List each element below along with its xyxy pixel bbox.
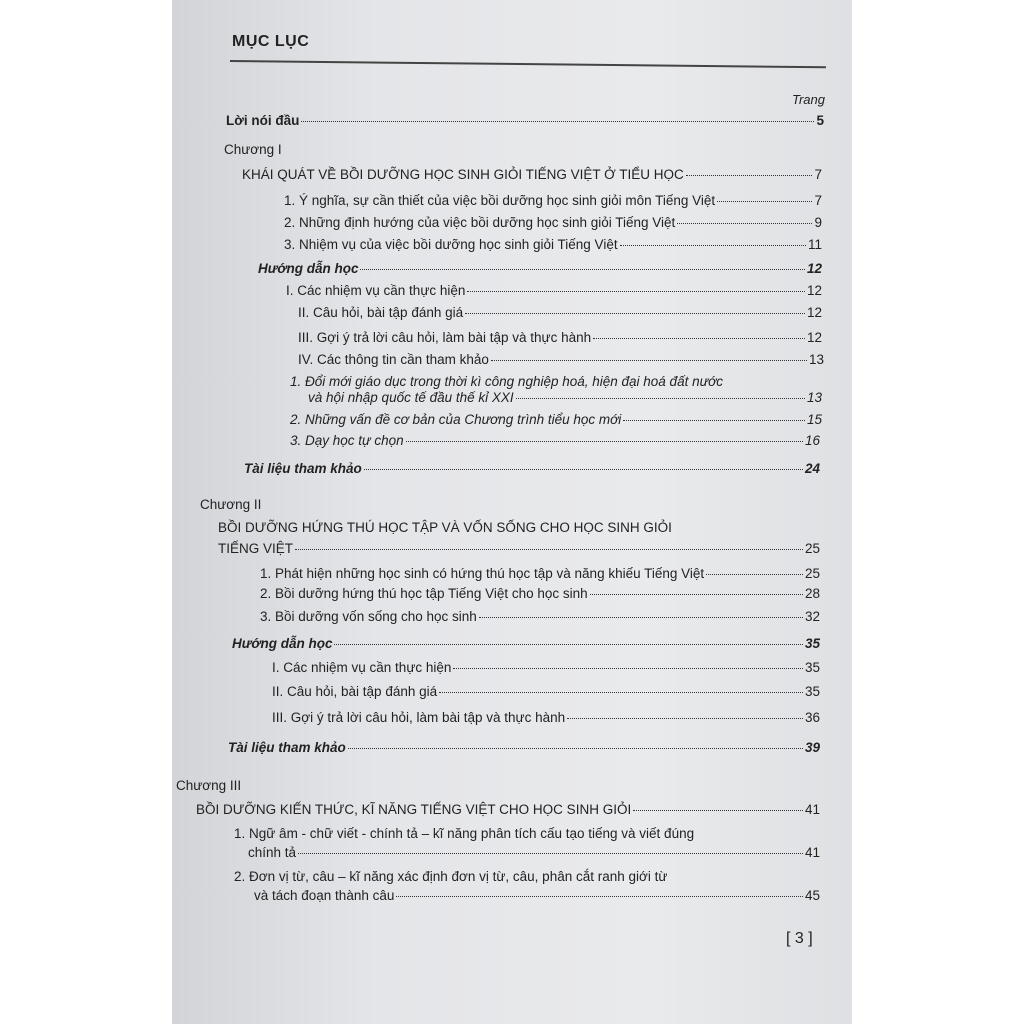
toc-entry-preface[interactable]: Lời nói đầu 5 [226, 113, 824, 128]
toc-entry-chapter-1-title[interactable]: KHÁI QUÁT VỀ BỒI DƯỠNG HỌC SINH GIỎI TIẾNG VIỆT Ở TIỂU HỌC 7 [242, 167, 822, 182]
toc-entry-2-guide-2[interactable]: II. Câu hỏi, bài tập đánh giá 35 [272, 684, 820, 699]
toc-entry-1-3[interactable]: 3. Nhiệm vụ của việc bồi dưỡng học sinh giỏi Tiếng Việt 11 [284, 237, 822, 252]
toc-entry-2-3[interactable]: 3. Bồi dưỡng vốn sống cho học sinh 32 [260, 609, 820, 624]
toc-entry-1-guide-3[interactable]: III. Gợi ý trả lời câu hỏi, làm bài tập và thực hành 12 [298, 330, 822, 345]
toc-entry-chapter-2-title-line2[interactable]: TIẾNG VIỆT 25 [218, 541, 820, 556]
chapter-3-label: Chương III [176, 778, 242, 793]
toc-entry-1-guide-4-3[interactable]: 3. Dạy học tự chọn 16 [290, 433, 820, 448]
toc-entry-2-2[interactable]: 2. Bồi dưỡng hứng thú học tập Tiếng Việt cho học sinh 28 [260, 586, 820, 601]
chapter-2-label: Chương II [200, 497, 262, 512]
toc-entry-3-2-line1[interactable]: 2. Đơn vị từ, câu – kĩ năng xác định đơn vị từ, câu, phân cắt ranh giới từ [234, 869, 668, 884]
toc-entry-3-2-line2[interactable]: và tách đoạn thành câu 45 [254, 888, 820, 903]
toc-entry-1-guide-1[interactable]: I. Các nhiệm vụ cần thực hiện 12 [286, 283, 822, 298]
toc-entry-3-1-line2[interactable]: chính tả 41 [248, 845, 820, 860]
toc-entry-1-study-guide[interactable]: Hướng dẫn học 12 [258, 261, 822, 276]
toc-entry-1-guide-2[interactable]: II. Câu hỏi, bài tập đánh giá 12 [298, 305, 822, 320]
toc-entry-1-guide-4[interactable]: IV. Các thông tin cần tham khảo 13 [298, 352, 824, 367]
toc-entry-2-guide-1[interactable]: I. Các nhiệm vụ cần thực hiện 35 [272, 660, 820, 675]
toc-entry-2-study-guide[interactable]: Hướng dẫn học 35 [232, 636, 820, 651]
toc-entry-chapter-3-title[interactable]: BỒI DƯỠNG KIẾN THỨC, KĨ NĂNG TIẾNG VIỆT CHO HỌC SINH GIỎI 41 [196, 802, 820, 817]
toc-entry-2-1[interactable]: 1. Phát hiện những học sinh có hứng thú học tập và năng khiếu Tiếng Việt 25 [260, 566, 820, 581]
toc-entry-1-2[interactable]: 2. Những định hướng của việc bồi dưỡng học sinh giỏi Tiếng Việt 9 [284, 215, 822, 230]
page-title: MỤC LỤC [232, 33, 310, 50]
chapter-1-label: Chương I [224, 142, 282, 157]
toc-entry-1-guide-4-1-line1[interactable]: 1. Đổi mới giáo dục trong thời kì công nghiệp hoá, hiện đại hoá đất nước [290, 374, 724, 389]
page-column-label: Trang [792, 92, 825, 107]
toc-entry-chapter-2-title-line1[interactable]: BỒI DƯỠNG HỨNG THÚ HỌC TẬP VÀ VỐN SỐNG CHO HỌC SINH GIỎI [218, 520, 672, 535]
toc-entry-2-references[interactable]: Tài liệu tham khảo 39 [228, 740, 820, 755]
toc-entry-2-guide-3[interactable]: III. Gợi ý trả lời câu hỏi, làm bài tập và thực hành 36 [272, 710, 820, 725]
toc-entry-1-references[interactable]: Tài liệu tham khảo 24 [244, 461, 820, 476]
toc-entry-3-1-line1[interactable]: 1. Ngữ âm - chữ viết - chính tả – kĩ năng phân tích cấu tạo tiếng và viết đúng [234, 826, 695, 841]
page-number: [ 3 ] [786, 930, 813, 947]
toc-entry-1-1[interactable]: 1. Ý nghĩa, sự cần thiết của việc bồi dưỡng học sinh giỏi môn Tiếng Việt 7 [284, 193, 822, 208]
toc-entry-1-guide-4-2[interactable]: 2. Những vấn đề cơ bản của Chương trình tiểu học mới 15 [290, 412, 822, 427]
toc-entry-1-guide-4-1-line2[interactable]: và hội nhập quốc tế đầu thế kỉ XXI 13 [308, 390, 822, 405]
